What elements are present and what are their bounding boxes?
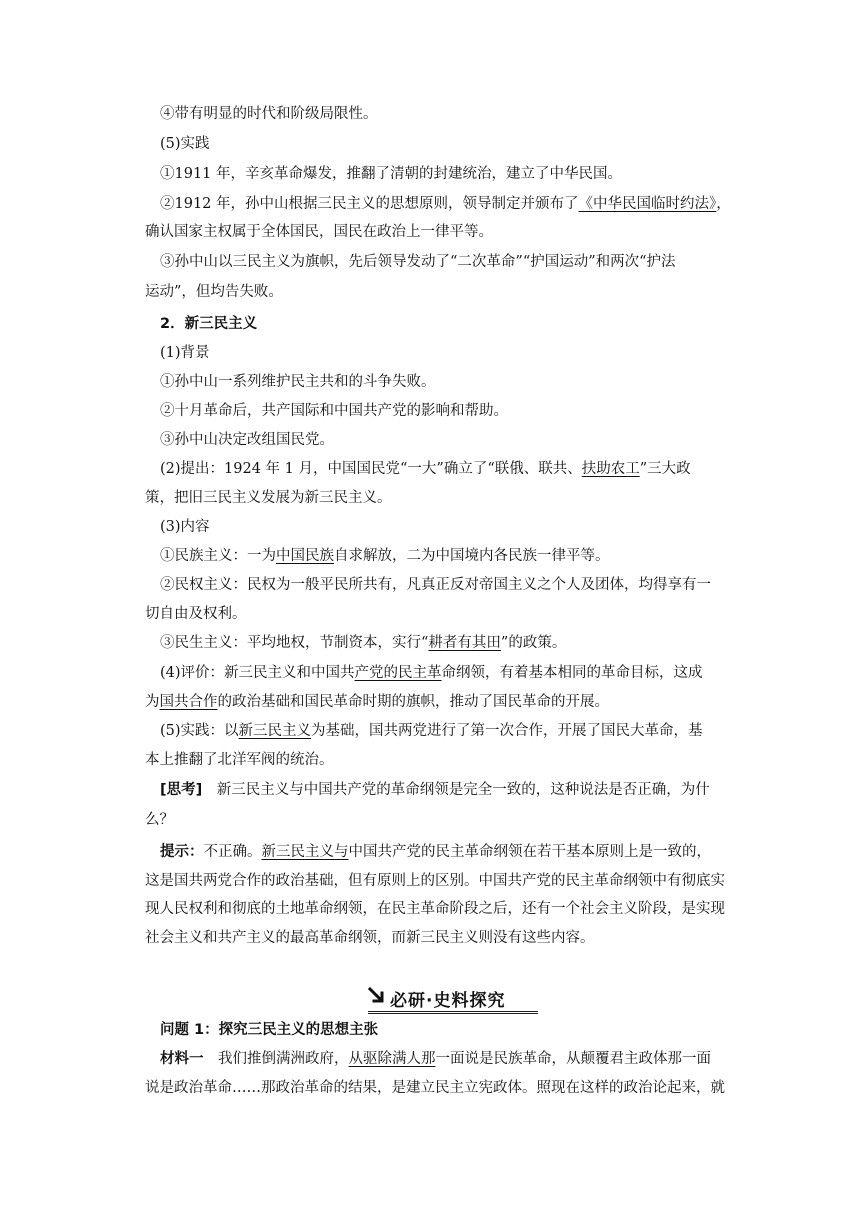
underlined-term: 新三民主义 (238, 723, 312, 739)
material-label: 材料一 (160, 1051, 204, 1067)
line-5: 确认国家主权属于全体国民，国民在政治上一律平等。 (145, 224, 493, 240)
underlined-term: 中国民族 (276, 548, 334, 564)
underlined-term: 新三民主义与 (261, 844, 349, 860)
arrow-down-right-icon (368, 987, 390, 1010)
underlined-term: 《中华民国临时约法》 (578, 196, 717, 212)
line-17: ②民权主义：民权为一般平民所共有，凡真正反对帝国主义之个人及团体，均得享有一 (160, 577, 711, 593)
question-heading: 问题 1：探究三民主义的思想主张 (160, 1022, 379, 1038)
underlined-term: 扶助农工 (581, 461, 640, 477)
underlined-term: 耕者有其田 (428, 635, 501, 651)
hint-label: 提示： (160, 844, 204, 860)
line-23: 本上推翻了北洋军阀的统治。 (145, 752, 334, 768)
subheading-new-three-principles: 2．新三民主义 (160, 316, 258, 332)
line-9: (1)背景 (160, 345, 210, 361)
line-10: ①孙中山一系列维护民主共和的斗争失败。 (160, 374, 436, 390)
line-13: (2)提出：1924 年 1 月，中国国民党“一大”确立了“联俄、联共、扶助农工”三大政 (160, 461, 691, 477)
line-32: 说是政治革命……那政治革命的结果，是建立民主立宪政体。照现在这样的政治论起来，就 (145, 1080, 725, 1096)
line-12: ③孙中山决定改组国民党。 (160, 432, 334, 448)
line-1: ④带有明显的时代和阶级局限性。 (160, 106, 378, 122)
line-25: 么？ (145, 812, 174, 828)
line-2: (5)实践 (160, 136, 210, 152)
line-11: ②十月革命后，共产国际和中国共产党的影响和帮助。 (160, 403, 508, 419)
line-20: (4)评价：新三民主义和中国共产党的民主革命纲领，有着基本相同的革命目标，这成 (160, 665, 703, 681)
line-16: ①民族主义：一为中国民族自求解放，二为中国境内各民族一律平等。 (160, 548, 610, 564)
line-7: 运动”，但均告失败。 (145, 284, 283, 300)
underlined-term: 产党的民主革 (354, 665, 442, 681)
line-6: ③孙中山以三民主义为旗帜，先后领导发动了“二次革命”“护国运动”和两次“护法 (160, 254, 676, 270)
underlined-term: 从驱除满人那 (348, 1051, 436, 1067)
line-4: ②1912 年，孙中山根据三民主义的思想原则，领导制定并颁布了《中华民国临时约法》， (160, 196, 731, 212)
line-27: 这是国共两党合作的政治基础，但有原则上的区别。中国共产党的民主革命纲领中有彻底实 (145, 873, 725, 889)
line-19: ③民生主义：平均地权，节制资本，实行“耕者有其田”的政策。 (160, 635, 567, 651)
line-21: 为国共合作的政治基础和国民革命时期的旗帜，推动了国民革命的开展。 (145, 694, 609, 710)
line-22: (5)实践：以新三民主义为基础，国共两党进行了第一次合作，开展了国民大革命，基 (160, 723, 703, 739)
line-31: 材料一 我们推倒满洲政府，从驱除满人那一面说是民族革命，从颠覆君主政体那一面 (160, 1051, 711, 1067)
line-3: ①1911 年，辛亥革命爆发，推翻了清朝的封建统治，建立了中华民国。 (160, 166, 623, 182)
line-15: (3)内容 (160, 519, 210, 535)
line-18: 切自由及权利。 (145, 606, 247, 622)
section-title: 必研·史料探究 (368, 985, 538, 1014)
think-label: [思考] (160, 782, 203, 798)
line-14: 策，把旧三民主义发展为新三民主义。 (145, 490, 392, 506)
line-28: 现人民权利和彻底的土地革命纲领，在民主革命阶段之后，还有一个社会主义阶段，是实现 (145, 901, 725, 917)
line-29: 社会主义和共产主义的最高革命纲领，而新三民主义则没有这些内容。 (145, 930, 595, 946)
underlined-term: 国共合作 (159, 694, 218, 710)
line-26: 提示：不正确。新三民主义与中国共产党的民主革命纲领在若干基本原则上是一致的， (160, 844, 711, 860)
line-24: [思考] 新三民主义与中国共产党的革命纲领是完全一致的，这种说法是否正确，为什 (160, 782, 710, 798)
